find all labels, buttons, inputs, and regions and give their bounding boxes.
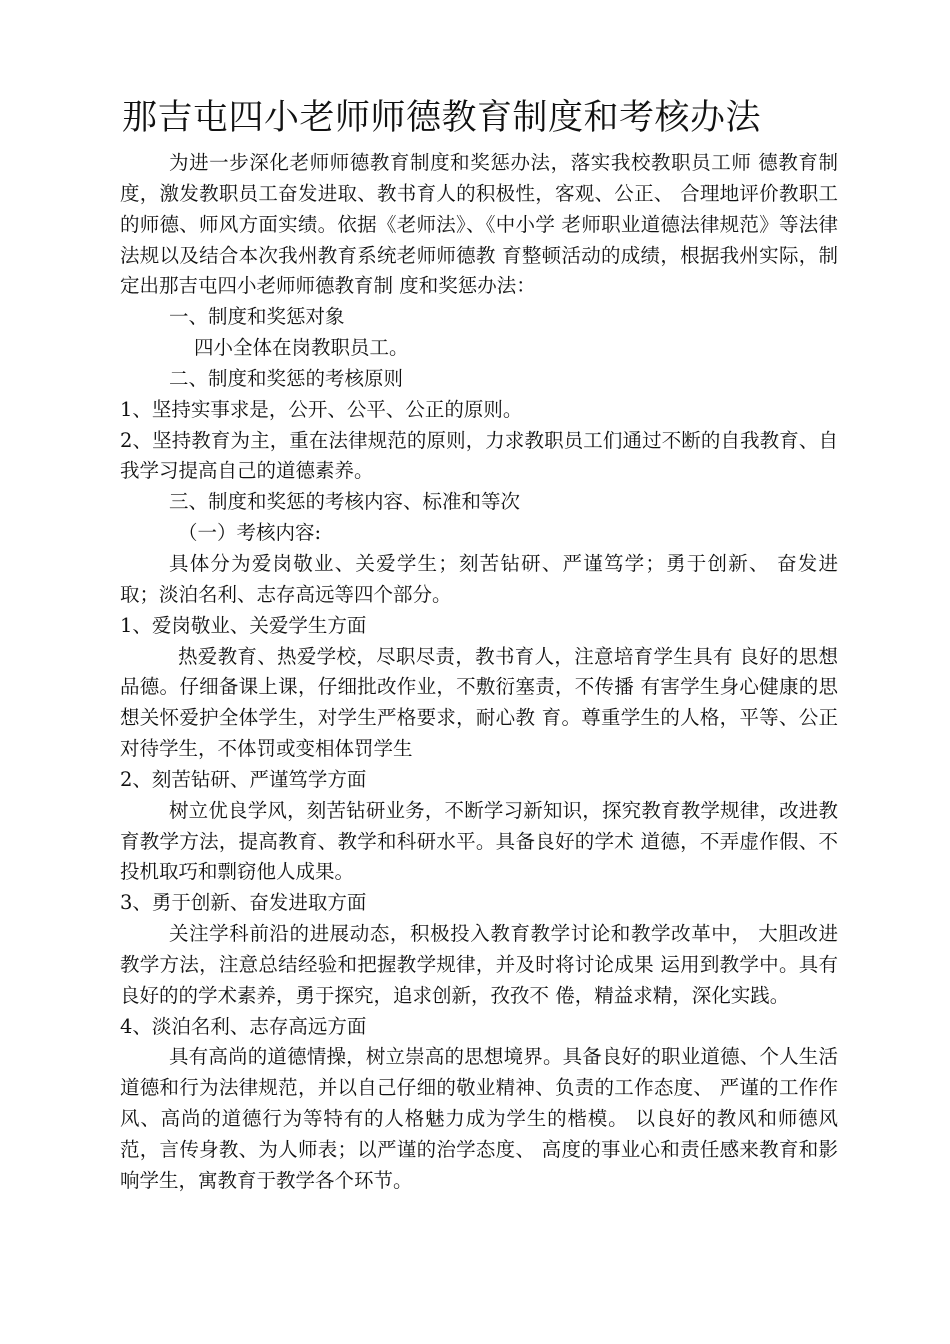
item-body-1: 热爱教育、热爱学校，尽职尽责，教书育人，注意培育学生具有 良好的思想品德。仔细备课上课，仔细批改作业，不敷衍塞责，不传播 有害学生身心健康的思想关怀爱护全体学生，对学生严格要求，耐心教 育。尊重学生的人格，平等、公正对待学生，不体罚或变相体罚学生	[120, 644, 838, 761]
item-body-3: 关注学科前沿的进展动态，积极投入教育教学讨论和教学改革中， 大胆改进教学方法，注意总结经验和把握教学规律，并及时将讨论成果 运用到教学中。具有良好的的学术素养，勇于探究，追求创新，孜孜不 倦，精益求精，深化实践。	[120, 922, 838, 1007]
item-body-4: 具有高尚的道德情操，树立崇高的思想境界。具备良好的职业道德、个人生活道德和行为法律规范，并以自己仔细的敬业精神、负责的工作态度、 严谨的工作作风、高尚的道德行为等特有的人格魅力成为学生的楷模。 以良好的教风和师德风范，言传身教、为人师表；以严谨的治学态度、 高度的事业心和责任感来教育和影响学生，寓教育于教学各个环节。	[120, 1045, 838, 1192]
section-body-targets: 四小全体在岗教职员工。	[194, 336, 409, 360]
item-heading-2: 2、刻苦钻研、严谨笃学方面	[120, 767, 367, 791]
item-heading-1: 1、爱岗敬业、关爱学生方面	[120, 613, 367, 637]
item-heading-4: 4、淡泊名利、志存高远方面	[120, 1014, 367, 1038]
document-page	[120, 88, 838, 1197]
section-heading-principles: 二、制度和奖惩的考核原则	[169, 366, 404, 390]
section-heading-targets: 一、制度和奖惩对象	[169, 305, 345, 329]
item-heading-3: 3、勇于创新、奋发进取方面	[120, 891, 367, 915]
section-heading-content: 三、制度和奖惩的考核内容、标准和等次	[169, 490, 521, 514]
document-title: 那吉屯四小老师师德教育制度和考核办法	[122, 98, 762, 138]
intro-paragraph: 为进一步深化老师师德教育制度和奖惩办法，落实我校教职员工师 德教育制度，激发教职员工奋发进取、教书育人的积极性，客观、公正、 合理地评价教职工的师德、师风方面实绩。依据《老师法》、《中小学 老师职业道德法律规范》等法律法规以及结合本次我州教育系统老师师德教 育整顿活动的成绩，根据我州实际，制定出那吉屯四小老师师德教育制 度和奖惩办法：	[120, 151, 838, 298]
principle-item-1: 1、坚持实事求是，公开、公平、公正的原则。	[120, 397, 523, 421]
subsection-body-content: 具体分为爱岗敬业、关爱学生；刻苦钻研、严谨笃学；勇于创新、 奋发进取；淡泊名利、志存高远等四个部分。	[120, 551, 838, 606]
subsection-heading-content: （一）考核内容:	[178, 521, 322, 545]
item-body-2: 树立优良学风，刻苦钻研业务，不断学习新知识，探究教育教学规律，改进教育教学方法，提高教育、教学和科研水平。具备良好的学术 道德，不弄虚作假、不投机取巧和剽窃他人成果。	[120, 798, 838, 884]
document-body	[120, 148, 838, 1197]
principle-item-2: 2、坚持教育为主，重在法律规范的原则，力求教职员工们通过不断的自我教育、自我学习提高自己的道德素养。	[120, 428, 838, 483]
